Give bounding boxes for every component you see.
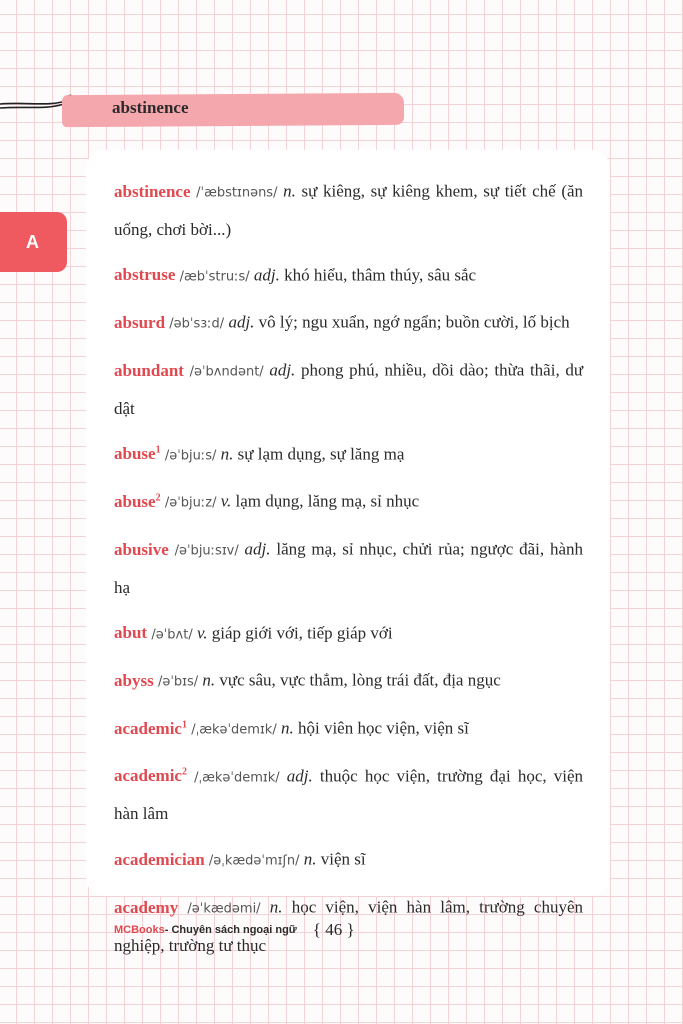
pronunciation: /ˈæbstɪnəns/ [196, 185, 278, 201]
part-of-speech: n. [303, 849, 317, 869]
part-of-speech: n. [280, 718, 294, 738]
pronunciation: /əˌkædəˈmɪʃn/ [208, 853, 300, 869]
headword: absurd [114, 312, 166, 332]
dictionary-entry [114, 838, 583, 880]
definition: giáp giới với, tiếp giáp với [211, 623, 393, 643]
part-of-speech: v. [220, 491, 232, 511]
definition: sự lạm dụng, sự lăng mạ [237, 444, 405, 464]
page-footer [114, 920, 355, 940]
pronunciation: /əbˈsɜːd/ [169, 316, 225, 332]
definition: sự kiêng, sự kiêng khem, sự tiết chế (ăn uống, chơi bời...) [114, 181, 584, 239]
headword: academic$^2$ [114, 766, 187, 786]
definition: học viện, viện hàn lâm, trường chuyên nghiệp, trường tư thục [114, 897, 584, 955]
part-of-speech: adj. [253, 265, 280, 285]
running-header-word: abstinence [112, 98, 189, 117]
part-of-speech: n. [202, 670, 216, 690]
headword: academy [114, 897, 179, 917]
alphabet-tab: A [0, 212, 67, 272]
definition: hội viên học viện, viện sĩ [297, 718, 469, 738]
publisher-tagline: - Chuyên sách ngoại ngữ [164, 924, 297, 936]
headword: abusive [114, 539, 169, 559]
headword: abut [114, 623, 148, 643]
dictionary-entry [114, 480, 583, 522]
dictionary-entry [114, 528, 583, 606]
part-of-speech: n. [283, 181, 296, 201]
part-of-speech: v. [196, 623, 208, 643]
definition: thuộc học viện, trường đại học, viện hàn lâm [114, 766, 584, 824]
headword: abuse$^2$ [114, 491, 161, 511]
headword: abyss [114, 670, 154, 690]
pronunciation: /əˈbʌndənt/ [189, 364, 264, 380]
dictionary-entry [114, 254, 583, 296]
part-of-speech: n. [220, 444, 234, 464]
headword: academic$^1$ [114, 718, 187, 738]
dictionary-entry [114, 659, 583, 701]
pronunciation: /əˈbjuːz/ [164, 495, 217, 511]
definition: phong phú, nhiều, dồi dào; thừa thãi, dư dật [114, 360, 584, 418]
definition: lăng mạ, sỉ nhục, chửi rủa; ngược đãi, hành hạ [114, 539, 583, 597]
pronunciation: /əˈbjuːsɪv/ [174, 543, 239, 559]
dictionary-entry [114, 755, 583, 833]
dictionary-entry [114, 349, 583, 427]
pronunciation: /ˌækəˈdemɪk/ [191, 722, 277, 738]
part-of-speech: adj. [228, 312, 255, 332]
definition: vực sâu, vực thẳm, lòng trái đất, địa ngục [219, 670, 501, 690]
dictionary-entry [114, 612, 583, 654]
headword: abstruse [114, 265, 176, 285]
definition: vô lý; ngu xuẩn, ngớ ngẩn; buồn cười, lố bịch [258, 312, 570, 332]
headword: abundant [114, 360, 184, 380]
dictionary-entry [114, 707, 583, 749]
entry-list [114, 170, 583, 970]
definition: lạm dụng, lăng mạ, sỉ nhục [235, 491, 420, 511]
pronunciation: /ˌækəˈdemɪk/ [194, 770, 280, 786]
pronunciation: /əˈkædəmi/ [187, 901, 261, 917]
publisher-brand: MCBooks [114, 924, 165, 936]
dictionary-entry [114, 170, 583, 248]
dictionary-entry [114, 301, 583, 343]
headword: abuse$^1$ [114, 444, 161, 464]
headword: abstinence [114, 181, 191, 201]
pronunciation: /æbˈstruːs/ [179, 269, 250, 285]
page-number: { 46 } [312, 920, 355, 939]
pronunciation: /əˈbjuːs/ [164, 448, 217, 464]
part-of-speech: adj. [244, 539, 271, 559]
pronunciation: /əˈbʌt/ [151, 627, 193, 643]
part-of-speech: adj. [269, 360, 296, 380]
pronunciation: /əˈbɪs/ [157, 674, 199, 690]
dictionary-entry [114, 433, 583, 475]
definition: khó hiểu, thâm thúy, sâu sắc [284, 265, 477, 285]
definition: viện sĩ [320, 849, 366, 869]
part-of-speech: adj. [286, 766, 313, 786]
headword: academician [114, 849, 205, 869]
part-of-speech: n. [269, 897, 283, 917]
